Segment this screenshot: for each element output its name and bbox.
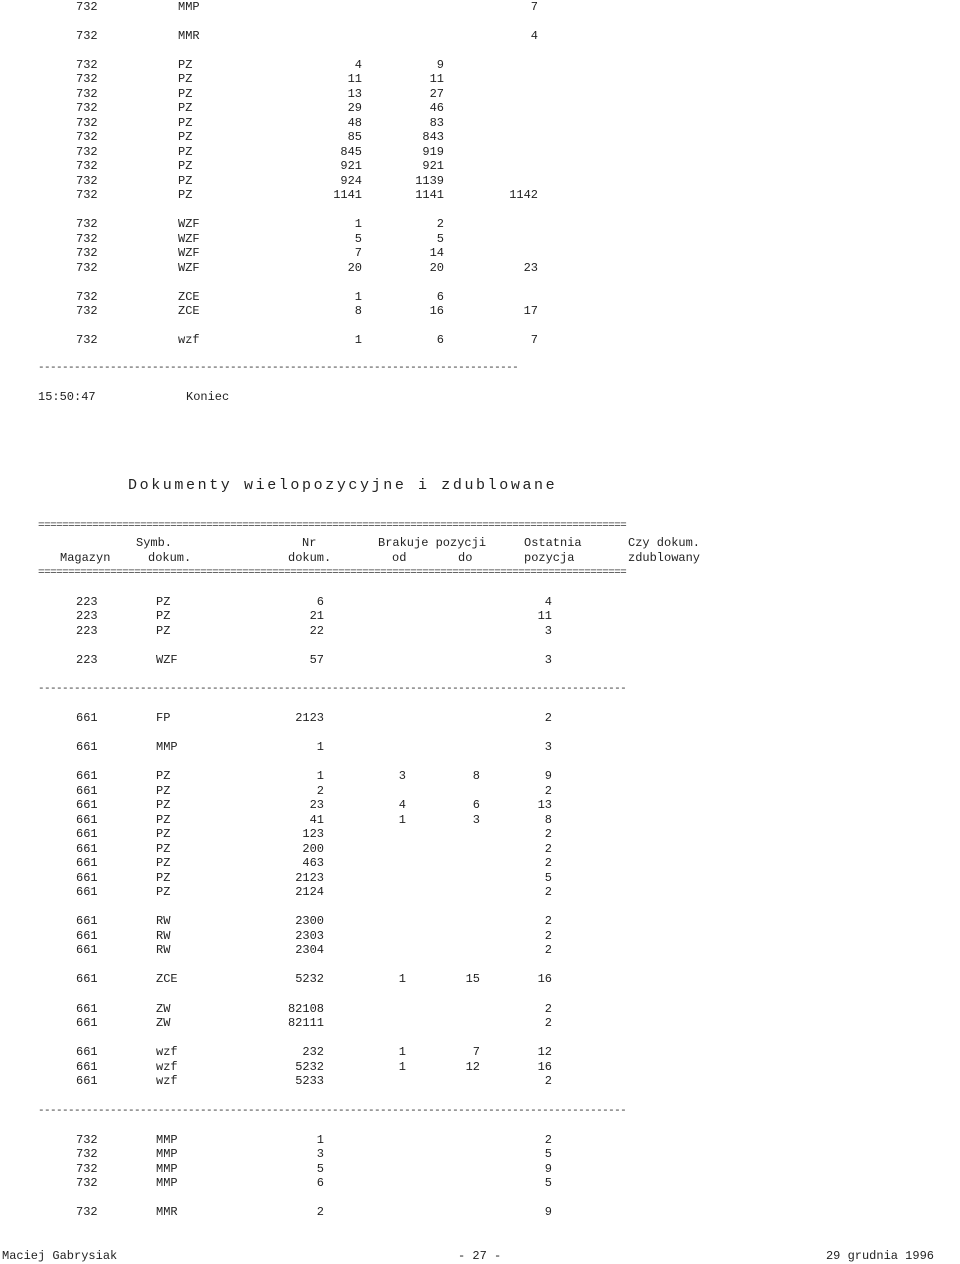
cell-nr: 5 — [316, 1162, 324, 1176]
cell-mag: 732 — [76, 145, 98, 159]
cell-do: 6 — [472, 798, 480, 812]
top-row — [0, 261, 960, 275]
group-separator: -------------------------------------------------------------------------------------------------- — [38, 683, 627, 695]
table-row — [0, 1002, 960, 1016]
cell-od: 1 — [398, 1060, 406, 1074]
footer-author: Maciej Gabrysiak — [2, 1249, 118, 1263]
cell-symb: PZ — [178, 188, 193, 202]
header-pozycja: pozycja — [524, 551, 575, 565]
table-row — [0, 769, 960, 783]
cell-symb: PZ — [156, 624, 171, 638]
cell-nr: 2 — [316, 784, 324, 798]
cell-od: 85 — [347, 130, 362, 144]
cell-mag: 732 — [76, 1162, 98, 1176]
cell-do: 83 — [429, 116, 444, 130]
table-row — [0, 1162, 960, 1176]
cell-symb: wzf — [178, 333, 200, 347]
cell-nr: 57 — [309, 653, 324, 667]
cell-mag: 732 — [76, 72, 98, 86]
cell-last: 2 — [544, 856, 552, 870]
cell-symb: PZ — [178, 159, 193, 173]
cell-mag: 661 — [76, 827, 98, 841]
cell-symb: MMP — [156, 1133, 178, 1147]
table-row — [0, 653, 960, 667]
cell-mag: 732 — [76, 1205, 98, 1219]
table-row — [0, 1074, 960, 1088]
cell-symb: wzf — [156, 1045, 178, 1059]
table-row — [0, 1045, 960, 1059]
cell-last: 3 — [544, 740, 552, 754]
cell-symb: PZ — [178, 72, 193, 86]
cell-last: 17 — [523, 304, 538, 318]
table-row — [0, 740, 960, 754]
cell-mag: 732 — [76, 29, 98, 43]
cell-symb: PZ — [156, 842, 171, 856]
cell-mag: 661 — [76, 1074, 98, 1088]
cell-mag: 661 — [76, 1045, 98, 1059]
cell-od: 13 — [347, 87, 362, 101]
cell-symb: PZ — [178, 174, 193, 188]
cell-nr: 5232 — [295, 1060, 324, 1074]
table-row — [0, 624, 960, 638]
cell-nr: 1 — [316, 740, 324, 754]
top-row — [0, 116, 960, 130]
cell-mag: 732 — [76, 232, 98, 246]
cell-last: 5 — [544, 1176, 552, 1190]
cell-last: 2 — [544, 885, 552, 899]
table-row — [0, 813, 960, 827]
header-brakuje: Brakuje pozycji — [378, 536, 487, 550]
cell-mag: 661 — [76, 1002, 98, 1016]
cell-nr: 2 — [316, 1205, 324, 1219]
cell-do: 6 — [436, 290, 444, 304]
cell-od: 4 — [354, 58, 362, 72]
cell-nr: 82108 — [287, 1002, 324, 1016]
cell-do: 7 — [472, 1045, 480, 1059]
cell-last: 3 — [544, 624, 552, 638]
cell-do: 12 — [465, 1060, 480, 1074]
cell-nr: 232 — [302, 1045, 324, 1059]
cell-mag: 661 — [76, 929, 98, 943]
header-nr: Nr — [302, 536, 317, 550]
cell-last: 2 — [544, 842, 552, 856]
cell-symb: MMP — [178, 0, 200, 14]
cell-do: 919 — [422, 145, 444, 159]
cell-mag: 732 — [76, 188, 98, 202]
cell-mag: 661 — [76, 972, 98, 986]
cell-nr: 5232 — [295, 972, 324, 986]
cell-last: 2 — [544, 914, 552, 928]
cell-nr: 1 — [316, 1133, 324, 1147]
cell-last: 7 — [530, 333, 538, 347]
top-row — [0, 0, 960, 14]
cell-last: 2 — [544, 1016, 552, 1030]
cell-do: 843 — [422, 130, 444, 144]
table-row — [0, 885, 960, 899]
cell-mag: 732 — [76, 174, 98, 188]
cell-symb: PZ — [178, 101, 193, 115]
table-row — [0, 1060, 960, 1074]
table-row — [0, 972, 960, 986]
cell-mag: 661 — [76, 943, 98, 957]
cell-mag: 661 — [76, 856, 98, 870]
cell-symb: wzf — [156, 1060, 178, 1074]
end-label: Koniec — [186, 390, 230, 404]
cell-mag: 661 — [76, 871, 98, 885]
header-czy: Czy dokum. — [628, 536, 701, 550]
top-row — [0, 333, 960, 347]
table-row — [0, 1205, 960, 1219]
cell-last: 7 — [530, 0, 538, 14]
cell-last: 5 — [544, 1147, 552, 1161]
header-rule-top: ================================================================================================== — [38, 520, 627, 532]
table-row — [0, 595, 960, 609]
cell-last: 12 — [537, 1045, 552, 1059]
table-row — [0, 842, 960, 856]
cell-od: 5 — [354, 232, 362, 246]
table-row — [0, 871, 960, 885]
cell-od: 8 — [354, 304, 362, 318]
cell-symb: PZ — [156, 609, 171, 623]
cell-mag: 732 — [76, 1133, 98, 1147]
cell-do: 8 — [472, 769, 480, 783]
top-row — [0, 72, 960, 86]
cell-od: 1 — [354, 290, 362, 304]
header-ostatnia: Ostatnia — [524, 536, 582, 550]
cell-mag: 661 — [76, 798, 98, 812]
top-row — [0, 304, 960, 318]
cell-symb: PZ — [156, 784, 171, 798]
cell-symb: PZ — [178, 116, 193, 130]
cell-last: 9 — [544, 769, 552, 783]
cell-do: 27 — [429, 87, 444, 101]
cell-symb: PZ — [178, 130, 193, 144]
table-row — [0, 827, 960, 841]
cell-mag: 732 — [76, 1147, 98, 1161]
cell-nr: 22 — [309, 624, 324, 638]
cell-last: 8 — [544, 813, 552, 827]
cell-symb: ZCE — [156, 972, 178, 986]
cell-symb: PZ — [156, 827, 171, 841]
cell-mag: 732 — [76, 0, 98, 14]
cell-nr: 82111 — [287, 1016, 324, 1030]
cell-mag: 732 — [76, 159, 98, 173]
cell-od: 845 — [340, 145, 362, 159]
cell-symb: ZCE — [178, 304, 200, 318]
cell-od: 20 — [347, 261, 362, 275]
top-row — [0, 246, 960, 260]
cell-mag: 732 — [76, 217, 98, 231]
end-line — [0, 390, 960, 404]
table-row — [0, 929, 960, 943]
cell-symb: wzf — [156, 1074, 178, 1088]
top-row — [0, 290, 960, 304]
cell-mag: 732 — [76, 58, 98, 72]
cell-nr: 463 — [302, 856, 324, 870]
cell-mag: 661 — [76, 784, 98, 798]
cell-od: 1 — [398, 813, 406, 827]
cell-do: 5 — [436, 232, 444, 246]
cell-mag: 223 — [76, 595, 98, 609]
cell-od: 7 — [354, 246, 362, 260]
report-title: Dokumenty wielopozycyjne i zdublowane — [128, 477, 558, 494]
cell-symb: RW — [156, 929, 171, 943]
top-row — [0, 145, 960, 159]
cell-mag: 661 — [76, 885, 98, 899]
cell-nr: 23 — [309, 798, 324, 812]
cell-last: 3 — [544, 653, 552, 667]
cell-do: 16 — [429, 304, 444, 318]
cell-od: 11 — [347, 72, 362, 86]
cell-mag: 732 — [76, 87, 98, 101]
footer-page: - 27 - — [458, 1249, 502, 1263]
header-magazyn: Magazyn — [60, 551, 111, 565]
cell-mag: 732 — [76, 130, 98, 144]
table-row — [0, 943, 960, 957]
cell-last: 1142 — [509, 188, 538, 202]
cell-mag: 661 — [76, 842, 98, 856]
cell-od: 1 — [354, 333, 362, 347]
cell-nr: 1 — [316, 769, 324, 783]
cell-symb: WZF — [156, 653, 178, 667]
cell-symb: FP — [156, 711, 171, 725]
header-rule-bottom: ================================================================================================== — [38, 567, 627, 579]
header-zdublowany: zdublowany — [628, 551, 701, 565]
cell-mag: 732 — [76, 290, 98, 304]
table-row — [0, 1176, 960, 1190]
cell-nr: 3 — [316, 1147, 324, 1161]
cell-symb: RW — [156, 914, 171, 928]
cell-symb: PZ — [178, 58, 193, 72]
cell-do: 1141 — [415, 188, 444, 202]
table-row — [0, 1133, 960, 1147]
cell-mag: 661 — [76, 740, 98, 754]
cell-symb: PZ — [178, 145, 193, 159]
cell-mag: 661 — [76, 1016, 98, 1030]
top-row — [0, 29, 960, 43]
cell-last: 2 — [544, 784, 552, 798]
cell-mag: 223 — [76, 624, 98, 638]
table-row — [0, 914, 960, 928]
cell-nr: 2303 — [295, 929, 324, 943]
cell-mag: 732 — [76, 304, 98, 318]
cell-od: 48 — [347, 116, 362, 130]
cell-symb: MMP — [156, 1162, 178, 1176]
cell-do: 46 — [429, 101, 444, 115]
cell-last: 9 — [544, 1205, 552, 1219]
footer-date: 29 grudnia 1996 — [825, 1249, 934, 1263]
cell-last: 13 — [537, 798, 552, 812]
cell-symb: PZ — [156, 595, 171, 609]
cell-nr: 6 — [316, 595, 324, 609]
cell-nr: 41 — [309, 813, 324, 827]
cell-symb: WZF — [178, 246, 200, 260]
header-symb-dokum: dokum. — [148, 551, 192, 565]
cell-mag: 732 — [76, 261, 98, 275]
header-od: od — [392, 551, 407, 565]
cell-od: 921 — [340, 159, 362, 173]
cell-mag: 732 — [76, 1176, 98, 1190]
cell-mag: 732 — [76, 116, 98, 130]
cell-symb: MMP — [156, 1147, 178, 1161]
top-row — [0, 188, 960, 202]
cell-symb: PZ — [156, 885, 171, 899]
cell-do: 1139 — [415, 174, 444, 188]
cell-mag: 732 — [76, 246, 98, 260]
cell-symb: PZ — [156, 798, 171, 812]
top-row — [0, 101, 960, 115]
cell-symb: PZ — [156, 871, 171, 885]
cell-do: 11 — [429, 72, 444, 86]
cell-symb: ZW — [156, 1016, 171, 1030]
cell-mag: 223 — [76, 609, 98, 623]
table-row — [0, 856, 960, 870]
cell-do: 3 — [472, 813, 480, 827]
table-row — [0, 609, 960, 623]
cell-nr: 123 — [302, 827, 324, 841]
cell-last: 2 — [544, 929, 552, 943]
table-row — [0, 1016, 960, 1030]
cell-nr: 6 — [316, 1176, 324, 1190]
header-do: do — [458, 551, 473, 565]
top-row — [0, 232, 960, 246]
cell-symb: PZ — [156, 769, 171, 783]
cell-last: 23 — [523, 261, 538, 275]
end-time: 15:50:47 — [38, 390, 96, 404]
cell-nr: 200 — [302, 842, 324, 856]
cell-nr: 21 — [309, 609, 324, 623]
cell-last: 2 — [544, 943, 552, 957]
cell-last: 9 — [544, 1162, 552, 1176]
cell-last: 2 — [544, 1133, 552, 1147]
cell-nr: 2123 — [295, 871, 324, 885]
cell-od: 3 — [398, 769, 406, 783]
cell-nr: 5233 — [295, 1074, 324, 1088]
cell-symb: MMP — [156, 740, 178, 754]
cell-last: 2 — [544, 827, 552, 841]
top-row — [0, 58, 960, 72]
top-row — [0, 130, 960, 144]
cell-symb: PZ — [156, 856, 171, 870]
header-nr-dokum: dokum. — [288, 551, 332, 565]
cell-do: 6 — [436, 333, 444, 347]
cell-last: 2 — [544, 1002, 552, 1016]
table-row — [0, 798, 960, 812]
cell-do: 14 — [429, 246, 444, 260]
cell-od: 29 — [347, 101, 362, 115]
cell-nr: 2123 — [295, 711, 324, 725]
cell-symb: ZCE — [178, 290, 200, 304]
cell-do: 921 — [422, 159, 444, 173]
cell-symb: MMP — [156, 1176, 178, 1190]
top-row — [0, 217, 960, 231]
cell-mag: 661 — [76, 914, 98, 928]
cell-symb: ZW — [156, 1002, 171, 1016]
cell-mag: 732 — [76, 101, 98, 115]
cell-last: 11 — [537, 609, 552, 623]
cell-mag: 661 — [76, 813, 98, 827]
cell-od: 1141 — [333, 188, 362, 202]
cell-mag: 223 — [76, 653, 98, 667]
cell-last: 16 — [537, 972, 552, 986]
cell-last: 5 — [544, 871, 552, 885]
cell-symb: WZF — [178, 261, 200, 275]
cell-nr: 2304 — [295, 943, 324, 957]
table-row — [0, 1147, 960, 1161]
cell-mag: 661 — [76, 769, 98, 783]
cell-od: 1 — [354, 217, 362, 231]
cell-nr: 2300 — [295, 914, 324, 928]
cell-last: 2 — [544, 711, 552, 725]
cell-od: 4 — [398, 798, 406, 812]
top-row — [0, 159, 960, 173]
table-row — [0, 711, 960, 725]
cell-symb: WZF — [178, 217, 200, 231]
cell-symb: WZF — [178, 232, 200, 246]
cell-last: 4 — [530, 29, 538, 43]
cell-mag: 661 — [76, 1060, 98, 1074]
cell-mag: 732 — [76, 333, 98, 347]
cell-symb: PZ — [156, 813, 171, 827]
cell-last: 2 — [544, 1074, 552, 1088]
cell-do: 20 — [429, 261, 444, 275]
table-row — [0, 784, 960, 798]
cell-symb: MMR — [156, 1205, 178, 1219]
top-row — [0, 174, 960, 188]
cell-od: 1 — [398, 1045, 406, 1059]
cell-od: 924 — [340, 174, 362, 188]
cell-symb: RW — [156, 943, 171, 957]
cell-last: 16 — [537, 1060, 552, 1074]
cell-nr: 2124 — [295, 885, 324, 899]
cell-last: 4 — [544, 595, 552, 609]
cell-do: 15 — [465, 972, 480, 986]
top-row — [0, 87, 960, 101]
cell-do: 2 — [436, 217, 444, 231]
cell-mag: 661 — [76, 711, 98, 725]
top-separator: -------------------------------------------------------------------------------- — [38, 362, 519, 374]
cell-symb: PZ — [178, 87, 193, 101]
cell-symb: MMR — [178, 29, 200, 43]
cell-od: 1 — [398, 972, 406, 986]
cell-do: 9 — [436, 58, 444, 72]
group-separator: -------------------------------------------------------------------------------------------------- — [38, 1105, 627, 1117]
header-symb: Symb. — [136, 536, 173, 550]
